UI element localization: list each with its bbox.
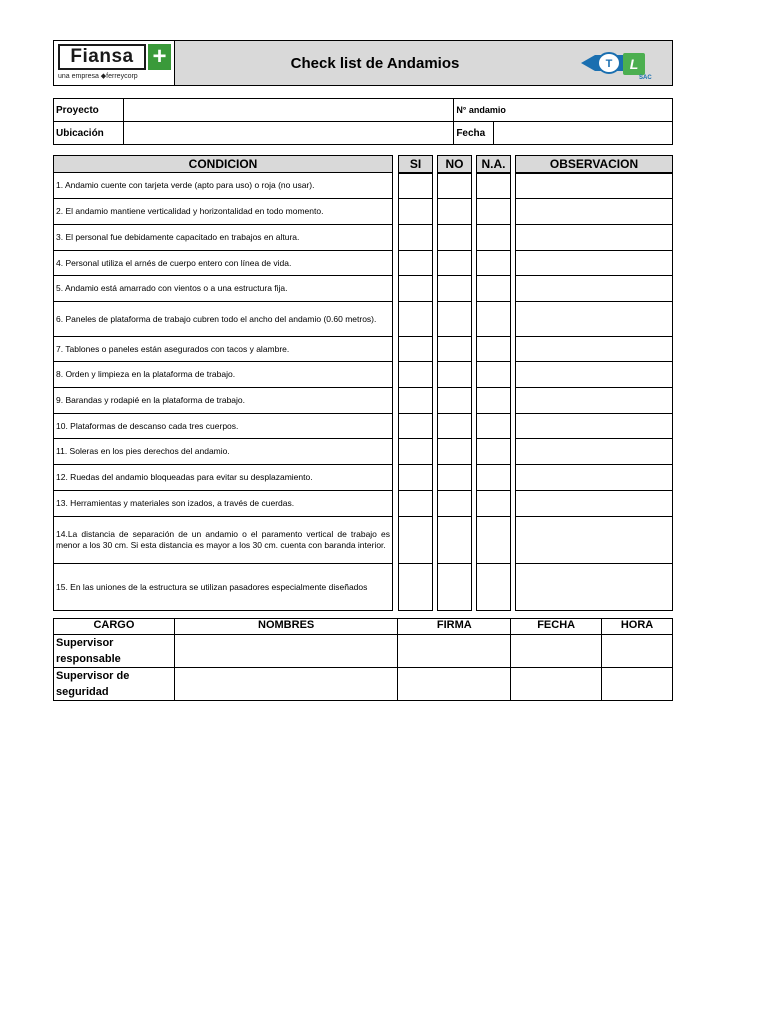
project-info-table xyxy=(53,98,673,145)
no-checkbox[interactable] xyxy=(437,337,472,362)
si-checkbox[interactable] xyxy=(398,564,433,611)
na-checkbox[interactable] xyxy=(476,173,511,199)
si-checkbox[interactable] xyxy=(398,337,433,362)
fecha-field[interactable] xyxy=(511,668,602,701)
checklist-row xyxy=(53,439,673,465)
condition-text: 1. Andamio cuente con tarjeta verde (apto para uso) o roja (no usar). xyxy=(53,173,393,199)
checklist-row xyxy=(53,173,673,199)
no-checkbox[interactable] xyxy=(437,564,472,611)
checklist-row xyxy=(53,362,673,388)
nombres-header: NOMBRES xyxy=(174,619,398,635)
observacion-field[interactable] xyxy=(515,517,673,564)
condition-text: 5. Andamio está amarrado con vientos o a una estructura fija. xyxy=(53,276,393,302)
si-checkbox[interactable] xyxy=(398,362,433,388)
checklist-row xyxy=(53,564,673,611)
observacion-field[interactable] xyxy=(515,337,673,362)
plus-icon: + xyxy=(148,44,171,70)
ubicacion-label: Ubicación xyxy=(54,122,124,145)
condition-text: 6. Paneles de plataforma de trabajo cubren todo el ancho del andamio (0.60 metros). xyxy=(53,302,393,337)
firma-header: FIRMA xyxy=(398,619,511,635)
condition-text: 12. Ruedas del andamio bloqueadas para evitar su desplazamiento. xyxy=(53,465,393,491)
observacion-field[interactable] xyxy=(515,439,673,465)
condition-text: 4. Personal utiliza el arnés de cuerpo entero con línea de vida. xyxy=(53,251,393,276)
na-checkbox[interactable] xyxy=(476,439,511,465)
checklist-row xyxy=(53,465,673,491)
cargo-supervisor-responsable: Supervisor responsable xyxy=(54,635,175,668)
hora-field[interactable] xyxy=(602,635,673,668)
signature-table xyxy=(53,618,673,701)
si-checkbox[interactable] xyxy=(398,225,433,251)
nombres-field[interactable] xyxy=(174,635,398,668)
na-checkbox[interactable] xyxy=(476,199,511,225)
na-checkbox[interactable] xyxy=(476,302,511,337)
si-checkbox[interactable] xyxy=(398,517,433,564)
si-checkbox[interactable] xyxy=(398,276,433,302)
si-checkbox[interactable] xyxy=(398,491,433,517)
svg-text:T: T xyxy=(605,58,613,70)
si-checkbox[interactable] xyxy=(398,302,433,337)
condition-text: 8. Orden y limpieza en la plataforma de trabajo. xyxy=(53,362,393,388)
si-checkbox[interactable] xyxy=(398,388,433,414)
checklist-row xyxy=(53,225,673,251)
no-checkbox[interactable] xyxy=(437,439,472,465)
fecha-field[interactable] xyxy=(511,635,602,668)
condition-text: 2. El andamio mantiene verticalidad y horizontalidad en todo momento. xyxy=(53,199,393,225)
checklist-row xyxy=(53,414,673,439)
fiansa-logo xyxy=(54,41,175,85)
na-checkbox[interactable] xyxy=(476,388,511,414)
ubicacion-field[interactable] xyxy=(123,122,453,145)
observacion-field[interactable] xyxy=(515,491,673,517)
no-checkbox[interactable] xyxy=(437,362,472,388)
condicion-header: CONDICION xyxy=(53,155,393,173)
no-checkbox[interactable] xyxy=(437,199,472,225)
svg-text:L: L xyxy=(629,56,639,72)
checklist-header xyxy=(53,155,673,173)
fecha-label: Fecha xyxy=(454,122,494,145)
form-header xyxy=(53,40,673,86)
no-checkbox[interactable] xyxy=(437,276,472,302)
observacion-field[interactable] xyxy=(515,251,673,276)
fecha-header: FECHA xyxy=(511,619,602,635)
tl-logo-box xyxy=(575,41,672,85)
na-checkbox[interactable] xyxy=(476,251,511,276)
fiansa-logo-word: Fiansa xyxy=(58,44,146,70)
condition-text: 10. Plataformas de descanso cada tres cuerpos. xyxy=(53,414,393,439)
tl-sac-logo-icon xyxy=(575,45,672,81)
si-checkbox[interactable] xyxy=(398,439,433,465)
no-checkbox[interactable] xyxy=(437,517,472,564)
hora-header: HORA xyxy=(602,619,673,635)
no-checkbox[interactable] xyxy=(437,173,472,199)
andamio-cell xyxy=(454,99,673,122)
observacion-field[interactable] xyxy=(515,276,673,302)
observacion-field[interactable] xyxy=(515,302,673,337)
condition-text: 7. Tablones o paneles están asegurados con tacos y alambre. xyxy=(53,337,393,362)
no-checkbox[interactable] xyxy=(437,491,472,517)
checklist-row xyxy=(53,276,673,302)
observacion-field[interactable] xyxy=(515,362,673,388)
fiansa-logo-mark xyxy=(58,44,171,70)
no-checkbox[interactable] xyxy=(437,388,472,414)
si-checkbox[interactable] xyxy=(398,173,433,199)
checklist-row xyxy=(53,517,673,564)
nombres-field[interactable] xyxy=(174,668,398,701)
checklist-row xyxy=(53,491,673,517)
observacion-field[interactable] xyxy=(515,465,673,491)
andamio-label: N° andamio xyxy=(456,105,506,115)
si-checkbox[interactable] xyxy=(398,251,433,276)
cargo-header: CARGO xyxy=(54,619,175,635)
na-checkbox[interactable] xyxy=(476,491,511,517)
observacion-field[interactable] xyxy=(515,225,673,251)
observacion-field[interactable] xyxy=(515,388,673,414)
si-checkbox[interactable] xyxy=(398,414,433,439)
observacion-header: OBSERVACION xyxy=(515,155,673,173)
firma-field[interactable] xyxy=(398,635,511,668)
condition-text: 14.La distancia de separación de un andamio o el paramento vertical de trabajo es menor a los 30 cm. Si esta distancia es mayor a los 30 cm. cuenta con baranda interior. xyxy=(53,517,393,564)
observacion-field[interactable] xyxy=(515,173,673,199)
si-checkbox[interactable] xyxy=(398,199,433,225)
na-checkbox[interactable] xyxy=(476,362,511,388)
proyecto-label: Proyecto xyxy=(54,99,124,122)
condition-text: 9. Barandas y rodapié en la plataforma de trabajo. xyxy=(53,388,393,414)
no-checkbox[interactable] xyxy=(437,225,472,251)
no-checkbox[interactable] xyxy=(437,414,472,439)
hora-field[interactable] xyxy=(602,668,673,701)
condition-text: 3. El personal fue debidamente capacitado en trabajos en altura. xyxy=(53,225,393,251)
checklist-row xyxy=(53,199,673,225)
checklist-row xyxy=(53,302,673,337)
condition-text: 15. En las uniones de la estructura se utilizan pasadores especialmente diseñados xyxy=(53,564,393,611)
observacion-field[interactable] xyxy=(515,414,673,439)
na-checkbox[interactable] xyxy=(476,564,511,611)
na-checkbox[interactable] xyxy=(476,414,511,439)
checklist-row xyxy=(53,388,673,414)
no-checkbox[interactable] xyxy=(437,465,472,491)
na-checkbox[interactable] xyxy=(476,517,511,564)
na-checkbox[interactable] xyxy=(476,276,511,302)
fiansa-tagline: una empresa ◆ferreycorp xyxy=(58,73,138,80)
na-checkbox[interactable] xyxy=(476,465,511,491)
page-title: Check list de Andamios xyxy=(290,54,460,72)
condition-text: 11. Soleras en los pies derechos del andamio. xyxy=(53,439,393,465)
no-checkbox[interactable] xyxy=(437,251,472,276)
firma-field[interactable] xyxy=(398,668,511,701)
proyecto-field[interactable] xyxy=(123,99,453,122)
na-checkbox[interactable] xyxy=(476,225,511,251)
observacion-field[interactable] xyxy=(515,564,673,611)
no-header: NO xyxy=(437,155,472,173)
na-checkbox[interactable] xyxy=(476,337,511,362)
observacion-field[interactable] xyxy=(515,199,673,225)
fecha-field[interactable] xyxy=(494,122,673,145)
checklist-row xyxy=(53,251,673,276)
checklist-row xyxy=(53,337,673,362)
na-header: N.A. xyxy=(476,155,511,173)
si-checkbox[interactable] xyxy=(398,465,433,491)
si-header: SI xyxy=(398,155,433,173)
cargo-supervisor-seguridad: Supervisor de seguridad xyxy=(54,668,175,701)
no-checkbox[interactable] xyxy=(437,302,472,337)
svg-text:SAC: SAC xyxy=(639,75,652,81)
condition-text: 13. Herramientas y materiales son izados, a través de cuerdas. xyxy=(53,491,393,517)
